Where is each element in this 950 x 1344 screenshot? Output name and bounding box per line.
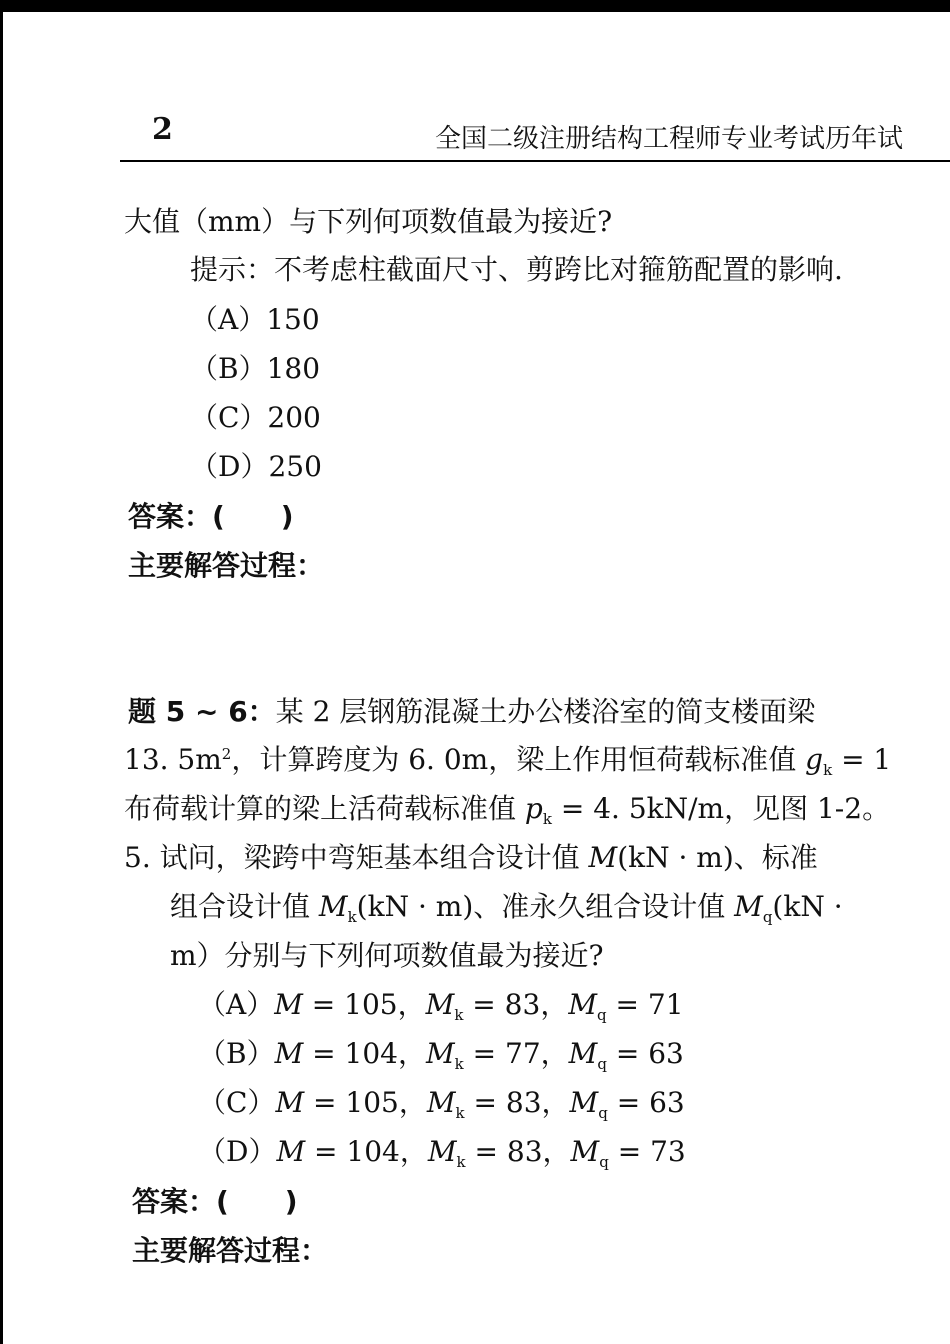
- q5-option-d: （D）M = 104，$M_k = 83$，$M_q = 73$: [198, 1135, 686, 1171]
- q5-opt-a-mk: M: [425, 988, 455, 1021]
- q4-hint: 提示：不考虑柱截面尺寸、剪跨比对箍筋配置的影响.: [190, 253, 843, 286]
- q5-opt-b-mk-val: 77: [505, 1037, 541, 1070]
- q5-answer-label: 答案：( ): [132, 1185, 298, 1218]
- q56-intro: [128, 692, 815, 732]
- q5-opt-d-mq: M: [570, 1135, 600, 1168]
- q5-opt-a-mk-val: 83: [504, 988, 541, 1021]
- q4-option-b: （B）180: [190, 352, 321, 385]
- q5-opt-b-sub-k: k: [454, 1055, 464, 1073]
- q4-option-a: （A）150: [190, 303, 320, 336]
- q4-process-label: 主要解答过程：: [128, 549, 325, 582]
- q5-option-c: （C）M = 105，$M_k = 83$，$M_q = 63$: [198, 1086, 685, 1122]
- q56-line2: [124, 740, 891, 780]
- q5-line3: m）分别与下列何项数值最为接近?: [170, 939, 604, 972]
- q5-l1-tail: (kN · m)、标准: [617, 841, 818, 874]
- q5-line1: [124, 838, 818, 878]
- q4-stem-tail: 大值（mm）与下列何项数值最为接近?: [124, 205, 613, 238]
- q4-option-c: （C）200: [190, 401, 321, 434]
- q5-l2-tail: (kN ·: [772, 890, 843, 923]
- q5-opt-c-m-val: 105: [345, 1086, 399, 1119]
- q5-l2-mid: (kN · m)、准永久组合设计值: [356, 890, 735, 923]
- q5-var-mk: M: [318, 890, 348, 923]
- q5-process-label: 主要解答过程：: [132, 1234, 329, 1267]
- q5-opt-c-sub-q: q: [598, 1104, 608, 1122]
- book-title: 全国二级注册结构工程师专业考试历年试: [435, 124, 904, 154]
- q5-opt-d-sub-k: k: [456, 1153, 466, 1171]
- q5-sub-k: k: [347, 908, 357, 926]
- q5-l2-text: 组合设计值: [170, 890, 319, 923]
- q5-var-mq: M: [734, 890, 763, 923]
- q5-opt-d-label: （D）: [198, 1135, 277, 1168]
- q5-option-a: （A）M = 105，$M_k = 83$，$M_q = 71$: [198, 988, 684, 1024]
- q5-opt-b-m-val: 104: [344, 1037, 398, 1070]
- q56-area-sup: 2: [221, 745, 232, 763]
- q5-opt-d-mk-val: 83: [506, 1135, 543, 1168]
- q56-line2-text: ，计算跨度为 6. 0m，梁上作用恒荷载标准值: [231, 743, 806, 776]
- q56-sub-pk: k: [542, 810, 552, 828]
- q5-opt-a-label: （A）: [198, 988, 275, 1021]
- q5-opt-c-label: （C）: [198, 1086, 276, 1119]
- q56-var-p: p: [524, 792, 543, 825]
- q5-opt-c-mq: M: [569, 1086, 599, 1119]
- q5-opt-c-m: M: [275, 1086, 305, 1119]
- q56-intro-text: 某 2 层钢筋混凝土办公楼浴室的简支楼面梁: [275, 695, 816, 728]
- top-border: [0, 0, 950, 12]
- q56-sub-k: k: [823, 761, 833, 779]
- q5-opt-b-mk: M: [425, 1037, 455, 1070]
- q5-opt-d-m-val: 104: [346, 1135, 400, 1168]
- q5-opt-a-mq-val: 71: [647, 988, 684, 1021]
- q5-opt-a-m-val: 105: [344, 988, 398, 1021]
- q5-opt-d-mk: M: [427, 1135, 457, 1168]
- q5-var-m: M: [588, 841, 618, 874]
- q5-opt-a-m: M: [274, 988, 303, 1021]
- q5-opt-d-mq-val: 73: [650, 1135, 686, 1168]
- q56-line3: [124, 789, 890, 829]
- q5-opt-b-sub-q: q: [597, 1055, 607, 1073]
- q5-option-b: （B）M = 104，$M_k = 77$，$M_q = 63$: [198, 1037, 684, 1073]
- q5-sub-q: q: [762, 908, 773, 926]
- q5-line2: [170, 887, 843, 927]
- q5-l1-text: 5. 试问，梁跨中弯矩基本组合设计值: [124, 841, 589, 874]
- q5-opt-b-m: M: [274, 1037, 304, 1070]
- q4-option-d: （D）250: [190, 450, 322, 483]
- q5-opt-c-mq-val: 63: [649, 1086, 685, 1119]
- q5-opt-a-mq: M: [568, 988, 597, 1021]
- q5-opt-c-sub-k: k: [455, 1104, 465, 1122]
- page-number: 2: [152, 112, 173, 147]
- q56-area: 13. 5m: [124, 743, 222, 776]
- q56-line2-tail: = 1: [832, 743, 892, 776]
- q5-opt-b-mq: M: [568, 1037, 598, 1070]
- q5-opt-a-sub-k: k: [454, 1006, 464, 1024]
- q5-opt-c-mk: M: [426, 1086, 456, 1119]
- q4-answer-label: 答案：( ): [128, 500, 294, 533]
- q5-opt-a-sub-q: q: [597, 1006, 607, 1024]
- q5-opt-d-m: M: [276, 1135, 306, 1168]
- q56-line3-text: 布荷载计算的梁上活荷载标准值: [124, 792, 525, 825]
- q56-line3-tail: = 4. 5kN/m，见图 1-2。: [551, 792, 891, 825]
- q5-opt-b-label: （B）: [198, 1037, 275, 1070]
- left-border: [0, 0, 3, 1344]
- header-rule: [120, 160, 950, 162]
- q5-opt-b-mq-val: 63: [648, 1037, 684, 1070]
- q5-opt-d-sub-q: q: [599, 1153, 609, 1171]
- q56-var-g: g: [805, 743, 824, 776]
- q5-opt-c-mk-val: 83: [505, 1086, 542, 1119]
- q56-intro-label: 题 5 ~ 6：: [128, 695, 276, 728]
